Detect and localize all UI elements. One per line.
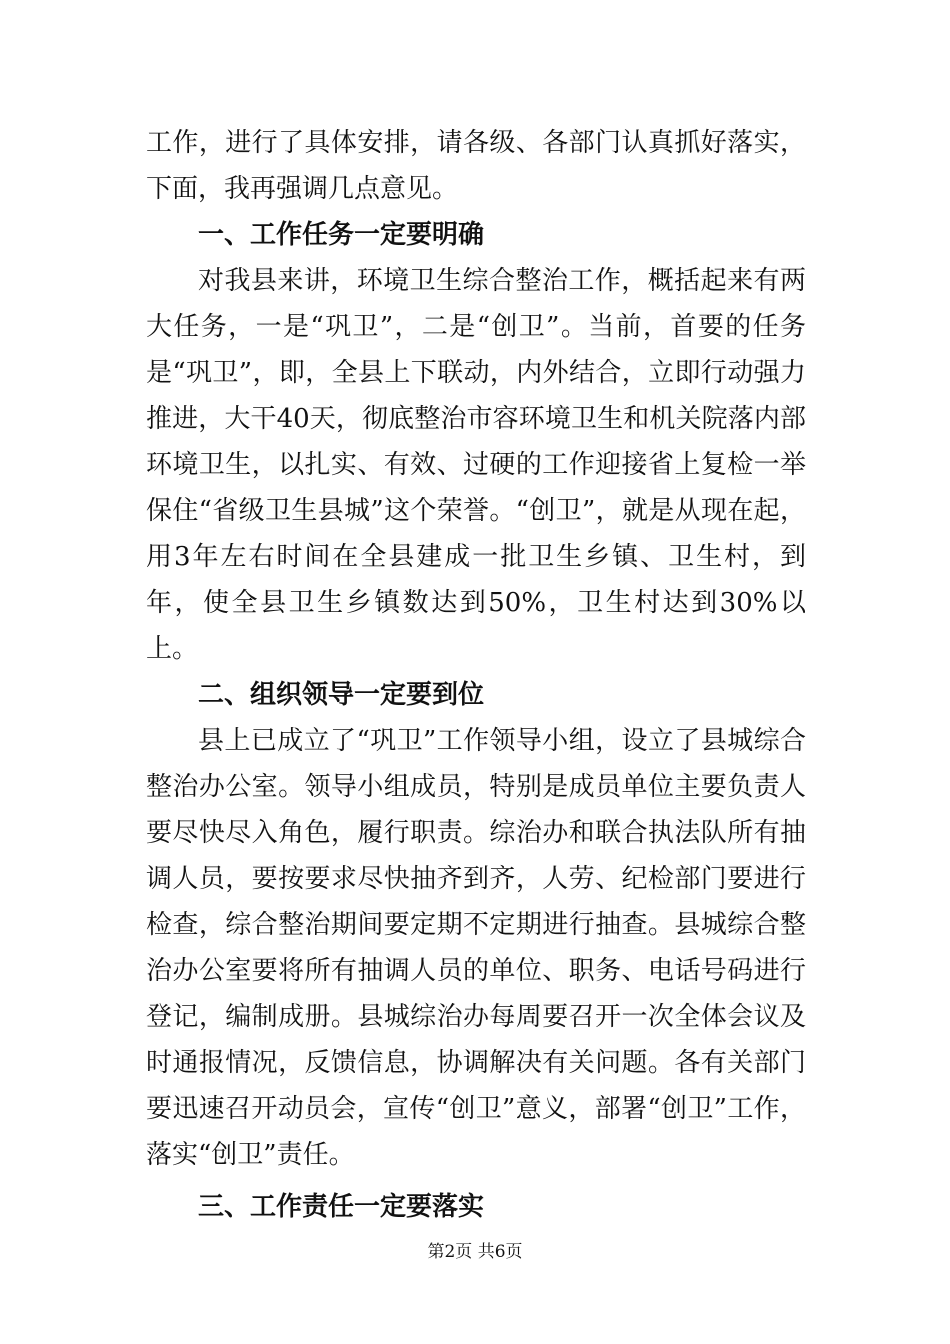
page-number-footer: 第2页 共6页 xyxy=(427,1242,523,1262)
paragraph-section-1: 对我县来讲，环境卫生综合整治工作，概括起来有两大任务，一是“巩卫”，二是“创卫”。当前，首要的任务是“巩卫”，即，全县上下联动，内外结合，立即行动强力推进，大干40天，彻底整治市容环境卫生和机关院落内部环境卫生，以扎实、有效、过硬的工作迎接省上复检一举保住“省级卫生县城”这个荣誉。“创卫”，就是从现在起，用3年左右时间在全县建成一批卫生乡镇、卫生村，到年，使全县卫生乡镇数达到50%，卫生村达到30%以上。 xyxy=(146,266,806,664)
paragraph-continuation: 工作，进行了具体安排，请各级、各部门认真抓好落实，下面，我再强调几点意见。 xyxy=(146,128,806,204)
document-body xyxy=(146,120,806,1230)
section-heading-1: 一、工作任务一定要明确 xyxy=(198,220,485,250)
section-heading-2: 二、组织领导一定要到位 xyxy=(198,680,485,710)
paragraph-section-2: 县上已成立了“巩卫”工作领导小组，设立了县城综合整治办公室。领导小组成员，特别是成员单位主要负责人要尽快尽入角色，履行职责。综治办和联合执法队所有抽调人员，要按要求尽快抽齐到齐，人劳、纪检部门要进行检查，综合整治期间要定期不定期进行抽查。县城综合整治办公室要将所有抽调人员的单位、职务、电话号码进行登记，编制成册。县城综治办每周要召开一次全体会议及时通报情况，反馈信息，协调解决有关问题。各有关部门要迅速召开动员会，宣传“创卫”意义，部署“创卫”工作，落实“创卫”责任。 xyxy=(146,726,806,1170)
section-heading-3: 三、工作责任一定要落实 xyxy=(198,1192,485,1222)
